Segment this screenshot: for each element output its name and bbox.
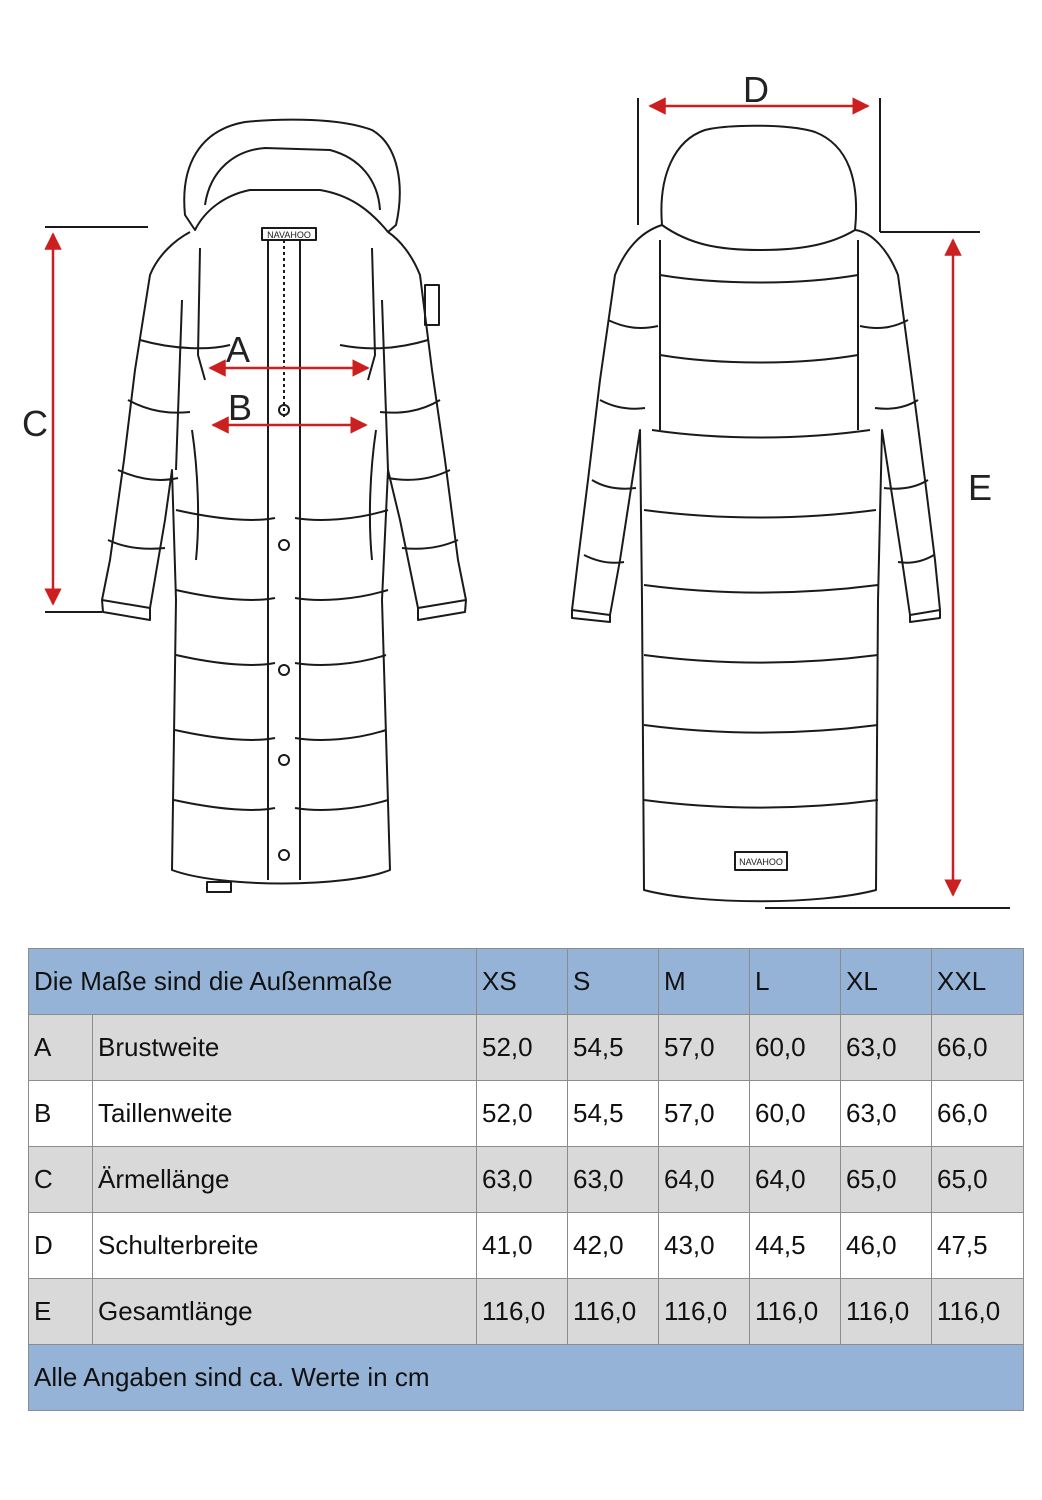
row-value: 66,0: [932, 1081, 1024, 1147]
row-value: 63,0: [841, 1081, 932, 1147]
row-code: C: [29, 1147, 93, 1213]
row-value: 116,0: [659, 1279, 750, 1345]
row-value: 65,0: [932, 1147, 1024, 1213]
row-name: Schulterbreite: [93, 1213, 477, 1279]
size-header: L: [750, 949, 841, 1015]
size-header: M: [659, 949, 750, 1015]
table-header-row: [29, 949, 1024, 1015]
row-value: 63,0: [477, 1147, 568, 1213]
row-value: 57,0: [659, 1081, 750, 1147]
table-row: [29, 1279, 1024, 1345]
reference-lines: [45, 98, 1010, 908]
row-name: Gesamtlänge: [93, 1279, 477, 1345]
label-e: E: [968, 467, 993, 508]
row-value: 43,0: [659, 1213, 750, 1279]
table-row: [29, 1081, 1024, 1147]
table-row: [29, 1147, 1024, 1213]
row-value: 44,5: [750, 1213, 841, 1279]
table-footer-note: Alle Angaben sind ca. Werte in cm: [29, 1345, 1024, 1411]
row-value: 46,0: [841, 1213, 932, 1279]
row-value: 63,0: [568, 1147, 659, 1213]
label-a: A: [226, 329, 251, 370]
row-value: 41,0: [477, 1213, 568, 1279]
row-value: 116,0: [477, 1279, 568, 1345]
row-value: 47,5: [932, 1213, 1024, 1279]
size-header: XXL: [932, 949, 1024, 1015]
table-footer-row: [29, 1345, 1024, 1411]
coat-back-view: [572, 126, 940, 902]
label-c: C: [22, 403, 48, 444]
row-code: E: [29, 1279, 93, 1345]
row-value: 116,0: [932, 1279, 1024, 1345]
row-value: 116,0: [750, 1279, 841, 1345]
size-table: [28, 948, 1024, 1411]
size-header: S: [568, 949, 659, 1015]
row-name: Ärmellänge: [93, 1147, 477, 1213]
row-value: 64,0: [750, 1147, 841, 1213]
row-value: 66,0: [932, 1015, 1024, 1081]
row-value: 42,0: [568, 1213, 659, 1279]
row-value: 60,0: [750, 1081, 841, 1147]
back-hem-badge: NAVAHOO: [739, 857, 783, 867]
row-value: 54,5: [568, 1081, 659, 1147]
row-code: D: [29, 1213, 93, 1279]
row-code: B: [29, 1081, 93, 1147]
row-value: 64,0: [659, 1147, 750, 1213]
row-code: A: [29, 1015, 93, 1081]
label-d: D: [743, 69, 769, 110]
measurement-arrows: [53, 106, 953, 895]
label-b: B: [228, 387, 253, 428]
row-name: Taillenweite: [93, 1081, 477, 1147]
row-value: 52,0: [477, 1015, 568, 1081]
front-collar-badge: NAVAHOO: [267, 230, 311, 240]
table-row: [29, 1015, 1024, 1081]
row-value: 116,0: [841, 1279, 932, 1345]
size-header: XS: [477, 949, 568, 1015]
row-name: Brustweite: [93, 1015, 477, 1081]
row-value: 52,0: [477, 1081, 568, 1147]
table-row: [29, 1213, 1024, 1279]
row-value: 54,5: [568, 1015, 659, 1081]
row-value: 57,0: [659, 1015, 750, 1081]
table-header-label: Die Maße sind die Außenmaße: [29, 949, 477, 1015]
row-value: 63,0: [841, 1015, 932, 1081]
size-header: XL: [841, 949, 932, 1015]
row-value: 60,0: [750, 1015, 841, 1081]
row-value: 116,0: [568, 1279, 659, 1345]
row-value: 65,0: [841, 1147, 932, 1213]
